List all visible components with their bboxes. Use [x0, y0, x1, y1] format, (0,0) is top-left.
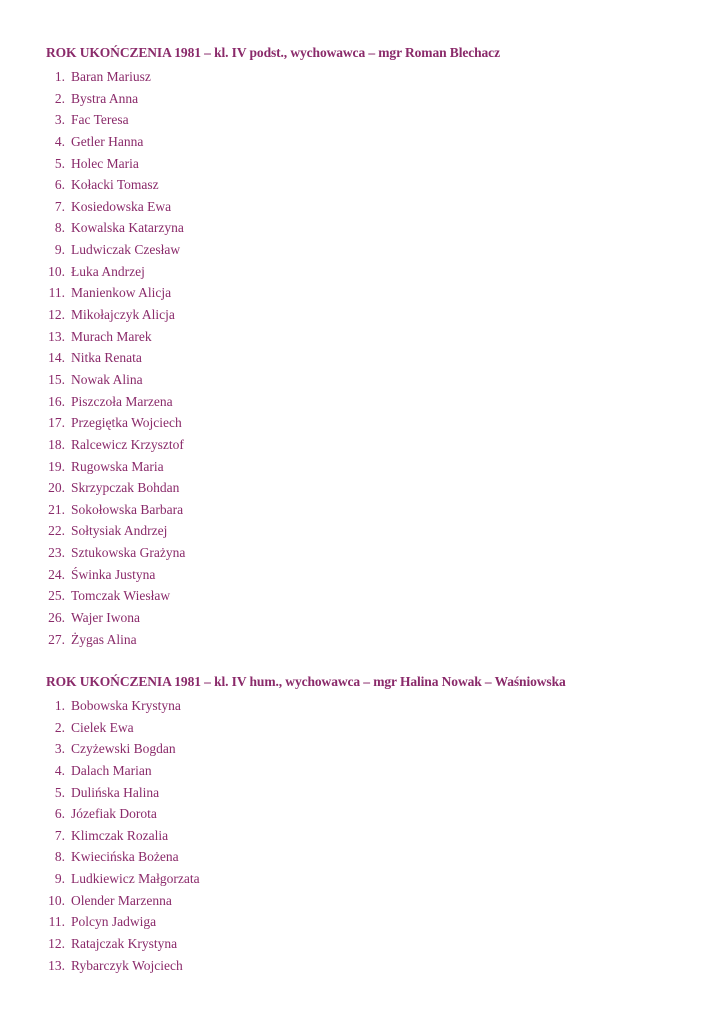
list-item — [46, 911, 706, 933]
list-item — [46, 282, 706, 304]
list-item — [46, 955, 706, 977]
list-item-number: 9. — [54, 871, 65, 887]
student-name: Sokołowska Barbara — [71, 501, 184, 517]
list-item — [46, 933, 706, 955]
student-name: Rugowska Maria — [71, 458, 164, 474]
list-item — [46, 825, 706, 847]
list-item — [46, 109, 706, 131]
list-item-number: 6. — [54, 177, 65, 193]
student-name: Cielek Ewa — [71, 719, 134, 735]
list-item — [46, 629, 706, 651]
student-name: Ralcewicz Krzysztof — [71, 436, 184, 452]
student-name: Piszczoła Marzena — [71, 393, 173, 409]
list-item-number: 10. — [48, 263, 65, 279]
list-item-number: 24. — [48, 566, 65, 582]
list-item — [46, 607, 706, 629]
list-item-number: 12. — [48, 307, 65, 323]
list-item-number: 13. — [48, 957, 65, 973]
student-name: Nowak Alina — [71, 371, 143, 387]
list-item-number: 9. — [54, 242, 65, 258]
student-name: Tomczak Wiesław — [71, 588, 171, 604]
list-item — [46, 738, 706, 760]
section-heading: ROK UKOŃCZENIA 1981 – kl. IV hum., wychowawca – mgr Halina Nowak – Waśniowska — [46, 674, 566, 689]
student-name: Kwiecińska Bożena — [71, 849, 179, 865]
list-item — [46, 174, 706, 196]
list-item-number: 11. — [48, 285, 65, 301]
student-name: Józefiak Dorota — [71, 806, 157, 822]
student-name: Holec Maria — [71, 155, 139, 171]
list-item — [46, 782, 706, 804]
list-item-number: 12. — [48, 936, 65, 952]
class-section-1981-hum — [46, 673, 706, 976]
student-name: Rybarczyk Wojciech — [71, 957, 183, 973]
student-name: Kosiedowska Ewa — [71, 198, 172, 214]
student-name: Wajer Iwona — [71, 610, 141, 626]
list-item-number: 19. — [48, 458, 65, 474]
list-item — [46, 88, 706, 110]
class-section-1981-podst — [46, 44, 706, 650]
list-item-number: 14. — [48, 350, 65, 366]
list-item-number: 21. — [48, 501, 65, 517]
list-item-number: 26. — [48, 610, 65, 626]
list-item — [46, 326, 706, 348]
list-item-number: 5. — [54, 155, 65, 171]
student-name: Klimczak Rozalia — [71, 827, 169, 843]
list-item-number: 22. — [48, 523, 65, 539]
list-item-number: 4. — [54, 133, 65, 149]
list-item — [46, 434, 706, 456]
list-item — [46, 564, 706, 586]
list-item-number: 16. — [48, 393, 65, 409]
list-item-number: 4. — [54, 762, 65, 778]
student-name: Bystra Anna — [71, 90, 139, 106]
list-item — [46, 803, 706, 825]
list-item-number: 2. — [54, 719, 65, 735]
list-item — [46, 196, 706, 218]
student-name: Olender Marzenna — [71, 892, 172, 908]
list-item — [46, 391, 706, 413]
list-item-number: 1. — [54, 698, 65, 713]
list-item-number: 17. — [48, 415, 65, 431]
student-name: Przegiętka Wojciech — [71, 415, 182, 431]
student-name: Świnka Justyna — [71, 566, 156, 582]
list-item — [46, 477, 706, 499]
list-item-number: 20. — [48, 480, 65, 496]
list-item-number: 8. — [54, 849, 65, 865]
list-item-number: 18. — [48, 436, 65, 452]
list-item-number: 7. — [54, 198, 65, 214]
list-item — [46, 499, 706, 521]
list-item — [46, 217, 706, 239]
list-item-number: 27. — [48, 631, 65, 647]
list-item — [46, 412, 706, 434]
student-name: Dulińska Halina — [71, 784, 160, 800]
list-item — [46, 760, 706, 782]
student-name: Polcyn Jadwiga — [71, 914, 157, 930]
list-item — [46, 520, 706, 542]
student-name: Fac Teresa — [71, 112, 129, 128]
list-item-number: 25. — [48, 588, 65, 604]
student-name: Skrzypczak Bohdan — [71, 480, 180, 496]
list-item — [46, 153, 706, 175]
list-item — [46, 261, 706, 283]
list-item-number: 10. — [48, 892, 65, 908]
student-name: Mikołajczyk Alicja — [71, 307, 175, 323]
student-name: Dalach Marian — [71, 762, 152, 778]
student-name: Sołtysiak Andrzej — [71, 523, 168, 539]
list-item-number: 5. — [54, 784, 65, 800]
list-item-number: 1. — [54, 69, 65, 84]
student-name: Ludkiewicz Małgorzata — [71, 871, 200, 887]
list-item — [46, 369, 706, 391]
list-item — [46, 347, 706, 369]
list-item — [46, 585, 706, 607]
student-name: Kołacki Tomasz — [71, 177, 159, 193]
student-list — [46, 66, 706, 650]
list-item-number: 11. — [48, 914, 65, 930]
student-name: Łuka Andrzej — [71, 263, 145, 279]
student-name: Żygas Alina — [71, 631, 137, 647]
student-name: Sztukowska Grażyna — [71, 545, 186, 561]
section-heading: ROK UKOŃCZENIA 1981 – kl. IV podst., wychowawca – mgr Roman Blechacz — [46, 45, 500, 60]
student-name: Getler Hanna — [71, 133, 144, 149]
student-name: Czyżewski Bogdan — [71, 741, 176, 757]
list-item-number: 2. — [54, 90, 65, 106]
list-item-number: 15. — [48, 371, 65, 387]
list-item — [46, 456, 706, 478]
list-item — [46, 239, 706, 261]
list-item-number: 6. — [54, 806, 65, 822]
list-item — [46, 890, 706, 912]
student-name: Murach Marek — [71, 328, 152, 344]
list-item — [46, 66, 706, 88]
list-item — [46, 131, 706, 153]
list-item-number: 7. — [54, 827, 65, 843]
list-item-number: 13. — [48, 328, 65, 344]
list-item — [46, 542, 706, 564]
student-name: Manienkow Alicja — [71, 285, 172, 301]
list-item-number: 3. — [54, 112, 65, 128]
list-item — [46, 868, 706, 890]
list-item — [46, 304, 706, 326]
student-name: Nitka Renata — [71, 350, 142, 366]
student-name: Kowalska Katarzyna — [71, 220, 184, 236]
list-item — [46, 717, 706, 739]
list-item — [46, 846, 706, 868]
student-name: Bobowska Krystyna — [71, 698, 181, 713]
list-item — [46, 695, 706, 717]
student-name: Ludwiczak Czesław — [71, 242, 181, 258]
list-item-number: 8. — [54, 220, 65, 236]
list-item-number: 23. — [48, 545, 65, 561]
student-name: Baran Mariusz — [71, 69, 151, 84]
list-item-number: 3. — [54, 741, 65, 757]
student-list — [46, 695, 706, 976]
student-name: Ratajczak Krystyna — [71, 936, 178, 952]
